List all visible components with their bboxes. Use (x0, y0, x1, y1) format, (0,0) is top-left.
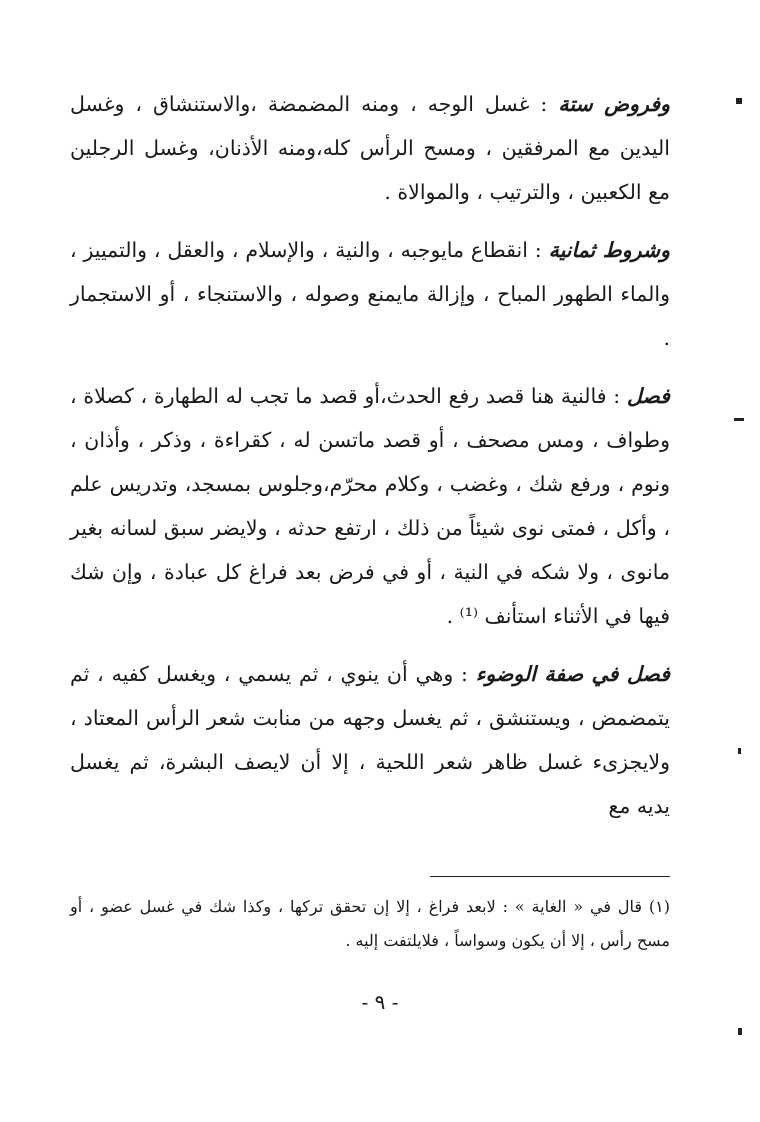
paragraph-conditions (70, 228, 670, 360)
margin-mark (738, 748, 741, 754)
paragraph-text: : وهي أن ينوي ، ثم يسمي ، ويغسل كفيه ، ثم يتمضمض ، ويستنشق ، ثم يغسل وجهه من منابت شعر الرأس المعتاد ، ولايجزىء غسل ظاهر شعر اللحية ، إلا أن لايصف البشرة، ثم يغسل يديه مع (70, 662, 670, 818)
paragraph-text: : فالنية هنا قصد رفع الحدث،أو قصد ما تجب له الطهارة ، كصلاة ، وطواف ، ومس مصحف ، أو قصد ماتسن له ، كقراءة ، وذكر ، وأذان ، ونوم ، ورفع شك ، وغضب ، وكلام محرّم،وجلوس بمسجد، وتدريس علم ، وأكل ، فمتى نوى شيئاً من ذلك ، ارتفع حدثه ، ولايضر سبق لسانه بغير مانوى ، ولا شكه في النية ، أو في فرض بعد فراغ كل عبادة ، وإن شك فيها في الأثناء استأنف ⁽¹⁾ . (70, 384, 670, 628)
paragraph-lead: وفروض ستة (558, 92, 670, 116)
margin-mark (734, 418, 744, 421)
paragraph-text: : انقطاع مايوجبه ، والنية ، والإسلام ، والعقل ، والتمييز ، والماء الطهور المباح ، وإزالة مايمنع وصوله ، والاستنجاء ، أو الاستجمار . (70, 238, 670, 350)
paragraph-intention (70, 374, 670, 638)
paragraph-text: : غسل الوجه ، ومنه المضمضة ،والاستنشاق ، وغسل اليدين مع المرفقين ، ومسح الرأس كله،ومنه الأذنان، وغسل الرجلين مع الكعبين ، والترتيب ، والموالاة . (70, 92, 670, 204)
paragraph-lead: فصل في صفة الوضوء (475, 662, 670, 686)
page-body (70, 82, 670, 828)
paragraph-obligations (70, 82, 670, 214)
margin-mark (736, 98, 742, 104)
paragraph-wudu-description (70, 652, 670, 828)
footnote-divider (430, 876, 670, 877)
footnote: (١) قال في « الغاية » : لابعد فراغ ، إلا إن تحقق تركها ، وكذا شك في غسل عضو ، أو مسح رأس ، إلا أن يكون وسواساً ، فلايلتفت إليه . (70, 897, 670, 950)
margin-mark (738, 1028, 742, 1035)
page-number: - ٩ - (361, 990, 399, 1014)
paragraph-lead: فصل (626, 384, 670, 408)
paragraph-lead: وشروط ثمانية (548, 238, 670, 262)
